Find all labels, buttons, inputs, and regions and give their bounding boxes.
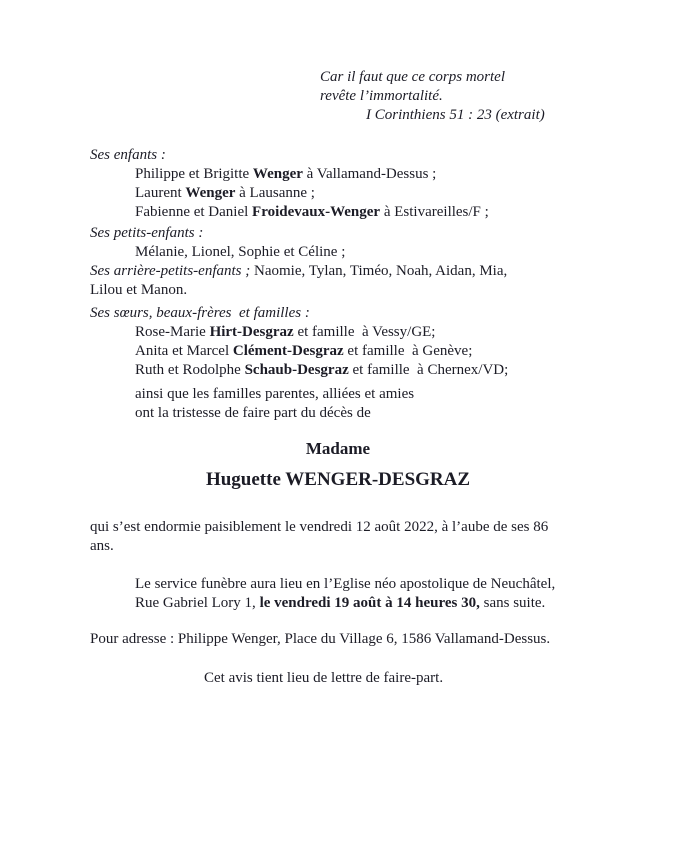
siblings-list <box>135 323 508 380</box>
service-line-1: Le service funèbre aura lieu en l’Eglise néo apostolique de Neuchâtel, <box>135 576 556 592</box>
service-line-2: Rue Gabriel Lory 1, le vendredi 19 août à 14 heures 30, sans suite. <box>135 595 546 611</box>
deceased-title: Madame <box>305 439 371 458</box>
children-section-label: Ses enfants : <box>90 147 166 163</box>
children-list <box>135 165 489 222</box>
scripture-quote <box>320 68 545 125</box>
death-info-paragraph <box>90 518 590 556</box>
great-grandchildren-line-1: Ses arrière-petits-enfants ; Naomie, Tylan, Timéo, Noah, Aidan, Mia, <box>90 263 508 279</box>
child-line: Laurent Wenger à Lausanne ; <box>135 185 315 201</box>
great-grandchildren-paragraph <box>90 262 590 300</box>
closing-line-1: ainsi que les familles parentes, alliées et amies <box>135 386 415 402</box>
closing-paragraph <box>135 385 414 423</box>
grandchildren-section-label: Ses petits-enfants : <box>90 225 204 241</box>
sibling-line: Anita et Marcel Clément-Desgraz et famille à Genève; <box>135 343 473 359</box>
great-grandchildren-line-2: Lilou et Manon. <box>90 282 188 298</box>
child-line: Fabienne et Daniel Froidevaux-Wenger à Estivareilles/F ; <box>135 204 489 220</box>
quote-line-1: Car il faut que ce corps mortel <box>320 69 505 85</box>
faire-part-notice: Cet avis tient lieu de lettre de faire-part. <box>204 670 444 686</box>
quote-line-2: revête l’immortalité. <box>320 88 443 104</box>
sibling-line: Rose-Marie Hirt-Desgraz et famille à Vessy/GE; <box>135 324 436 340</box>
grandchildren-line: Mélanie, Lionel, Sophie et Céline ; <box>135 244 346 260</box>
deceased-name: Huguette WENGER-DESGRAZ <box>205 469 471 490</box>
service-paragraph <box>135 575 555 613</box>
quote-attribution: I Corinthiens 51 : 23 (extrait) <box>366 107 545 123</box>
child-line: Philippe et Brigitte Wenger à Vallamand-Dessus ; <box>135 166 437 182</box>
sibling-line: Ruth et Rodolphe Schaub-Desgraz et famille à Chernex/VD; <box>135 362 509 378</box>
siblings-section-label: Ses sœurs, beaux-frères et familles : <box>90 305 310 321</box>
contact-address: Pour adresse : Philippe Wenger, Place du Village 6, 1586 Vallamand-Dessus. <box>90 631 551 647</box>
death-info-line-1: qui s’est endormie paisiblement le vendredi 12 août 2022, à l’aube de ses 86 <box>90 519 549 535</box>
death-info-line-2: ans. <box>90 538 114 554</box>
closing-line-2: ont la tristesse de faire part du décès de <box>135 405 371 421</box>
